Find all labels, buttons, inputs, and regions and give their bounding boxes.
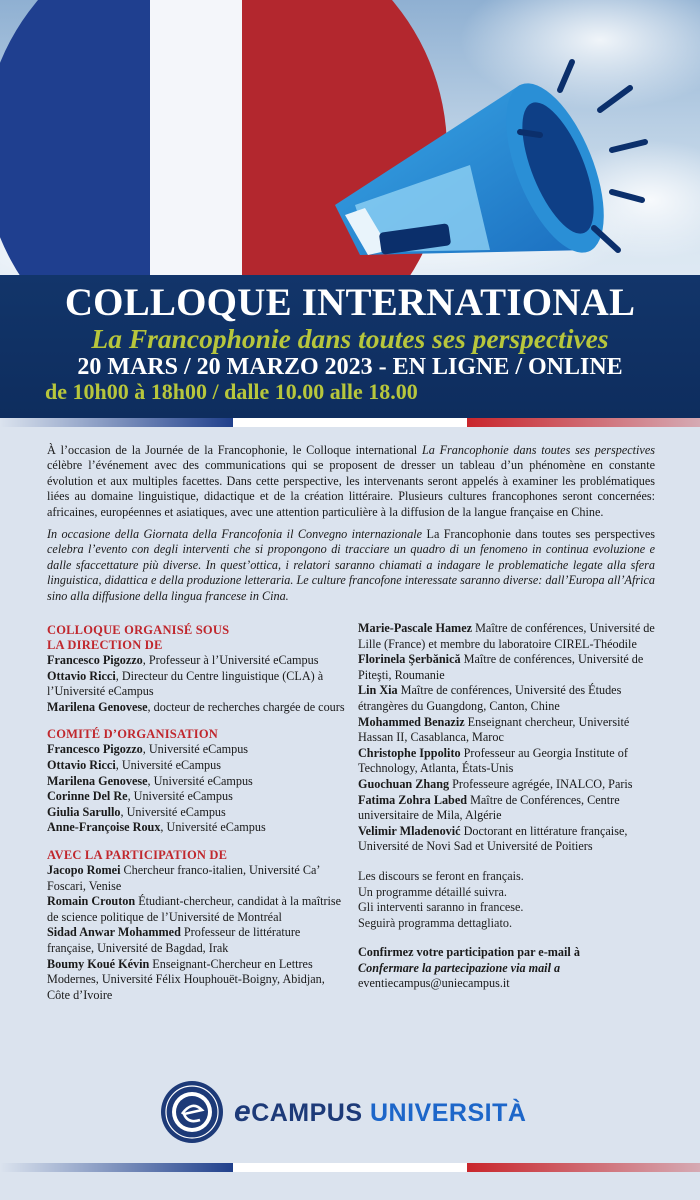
list-item: Romain Crouton Étudiant-chercheur, candidat à la maîtrise de science politique de l’Université de Montréal (47, 894, 342, 924)
list-item: Lin Xia Maître de conférences, Université des Études étrangères du Guangdong, Canton, Chine (358, 683, 622, 713)
tricolor-divider-top (0, 418, 700, 427)
university-seal-icon (160, 1080, 224, 1144)
intro-text (47, 443, 655, 611)
list-item: Mohammed Benaziz Enseignant chercheur, Université Hassan II, Casablanca, Maroc (358, 714, 630, 745)
list-item: Marilena Genovese, docteur de recherches chargée de cours (47, 699, 345, 714)
list-item: Fatima Zohra Labed Maître de Conférences, Centre universitaire de Mila, Algérie (358, 792, 620, 823)
committee-list (47, 742, 347, 836)
list-item: Sidad Anwar Mohammed Professeur de littérature française, Université de Bagdad, Irak (47, 925, 301, 955)
tricolor-divider-bottom (0, 1163, 700, 1172)
participation-list-right (358, 621, 658, 855)
list-item: Marilena Genovese, Université eCampus (47, 773, 253, 788)
list-item: Corinne Del Re, Université eCampus (47, 789, 233, 804)
hero-banner (0, 0, 700, 418)
list-item: Boumy Koué Kévin Enseignant-Chercheur en Lettres Modernes, Université Félix Houphouët-Boigny, Abidjan, Côte d’Ivoire (47, 956, 325, 1002)
list-item: Florinela Şerbănică Maître de conférences, Université de Piteşti, Roumanie (358, 652, 644, 682)
list-item: Velimir Mladenović Doctorant en littérature française, Université de Novi Sad et Université de Poitiers (358, 823, 628, 854)
list-item: Anne-Françoise Roux, Université eCampus (47, 820, 266, 835)
list-item: Marie-Pascale Hamez Maître de conférences, Université de Lille (France) et membre du laboratoire CIREL-Théodile (358, 621, 655, 651)
confirm-fr: Confirmez votre participation par e-mail à (358, 945, 580, 960)
list-item: Guochuan Zhang Professeure agrégée, INALCO, Paris (358, 776, 633, 791)
event-dates: 20 MARS / 20 MARZO 2023 - EN LIGNE / ONLINE (77, 354, 623, 380)
direction-list (47, 653, 347, 715)
confirm-it: Confermare la partecipazione via mail a (358, 960, 561, 975)
main-content (0, 427, 700, 1167)
committee-heading: COMITÉ D’ORGANISATION (47, 727, 218, 742)
list-item: Giulia Sarullo, Université eCampus (47, 804, 226, 819)
contact-email-link[interactable]: eventiecampus@uniecampus.it (358, 976, 510, 991)
list-item: Jacopo Romei Chercheur franco-italien, Université Ca’ Foscari, Venise (47, 862, 320, 893)
event-hours: de 10h00 à 18h00 / dalle 10.00 alle 18.00 (45, 379, 418, 404)
participation-list-left (47, 863, 347, 1003)
event-title: COLLOQUE INTERNATIONAL (64, 281, 636, 324)
list-item: Francesco Pigozzo, Université eCampus (47, 742, 249, 757)
left-column (47, 623, 347, 1003)
ecampus-logo (160, 1080, 526, 1144)
intro-paragraph-it: In occasione della Giornata della Francofonia il Convegno internazionale La Francophonie dans toutes ses perspectives celebra l’evento con degli interventi che si propongono di tracciare un quadro di un fenomeno in continua evoluzione e dalle sfaccettature più diverse. In quest’ottica, i relatori saranno chiamati a indagare le problematiche legate alla sfera linguistica, didattica e della produzione letteraria. Le culture francofone interessate saranno diverse: dall’Europa all’Africa sino alla diffusione della lingua francese in Cina. (47, 527, 655, 603)
title-block (0, 282, 700, 404)
cloud-shape (460, 0, 700, 110)
direction-heading: COLLOQUE ORGANISÉ SOUS LA DIRECTION DE (47, 623, 230, 652)
list-item: Ottavio Ricci, Université eCampus (47, 757, 221, 772)
right-column (358, 621, 658, 992)
list-item: Christophe Ippolito Professeur au Georgia Institute of Technology, Atlanta, États-Unis (358, 745, 628, 776)
event-subtitle: La Francophonie dans toutes ses perspectives (91, 323, 609, 354)
list-item: Ottavio Ricci, Directeur du Centre linguistique (CLA) à l’Université eCampus (47, 668, 324, 699)
list-item: Francesco Pigozzo, Professeur à l’Université eCampus (47, 653, 319, 667)
logo-wordmark: eCAMPUS UNIVERSITÀ (234, 1095, 527, 1128)
confirm-block (358, 945, 658, 992)
intro-paragraph-fr: À l’occasion de la Journée de la Francophonie, le Colloque international La Francophonie dans toutes ses perspectives célèbre l’événement avec des communications qui se proposent de dresser un tableau d’un phénomène en constante évolution et aux multiples facettes. Dans cette perspective, les intervenants seront appelés à examiner les problématiques liées au domaine linguistique, didactique et de la création littéraire. Plusieurs cultures francophones seront concernées: africaines, européennes et asiatiques, avec une attention particulière à la diffusion de la langue française en Chine. (47, 443, 655, 519)
language-notes: Les discours se feront en français. Un programme détaillé suivra. Gli interventi saranno in francese. Seguirà programma dettagliato. (358, 868, 524, 930)
footer (0, 1080, 700, 1160)
participation-heading: AVEC LA PARTICIPATION DE (47, 847, 228, 862)
